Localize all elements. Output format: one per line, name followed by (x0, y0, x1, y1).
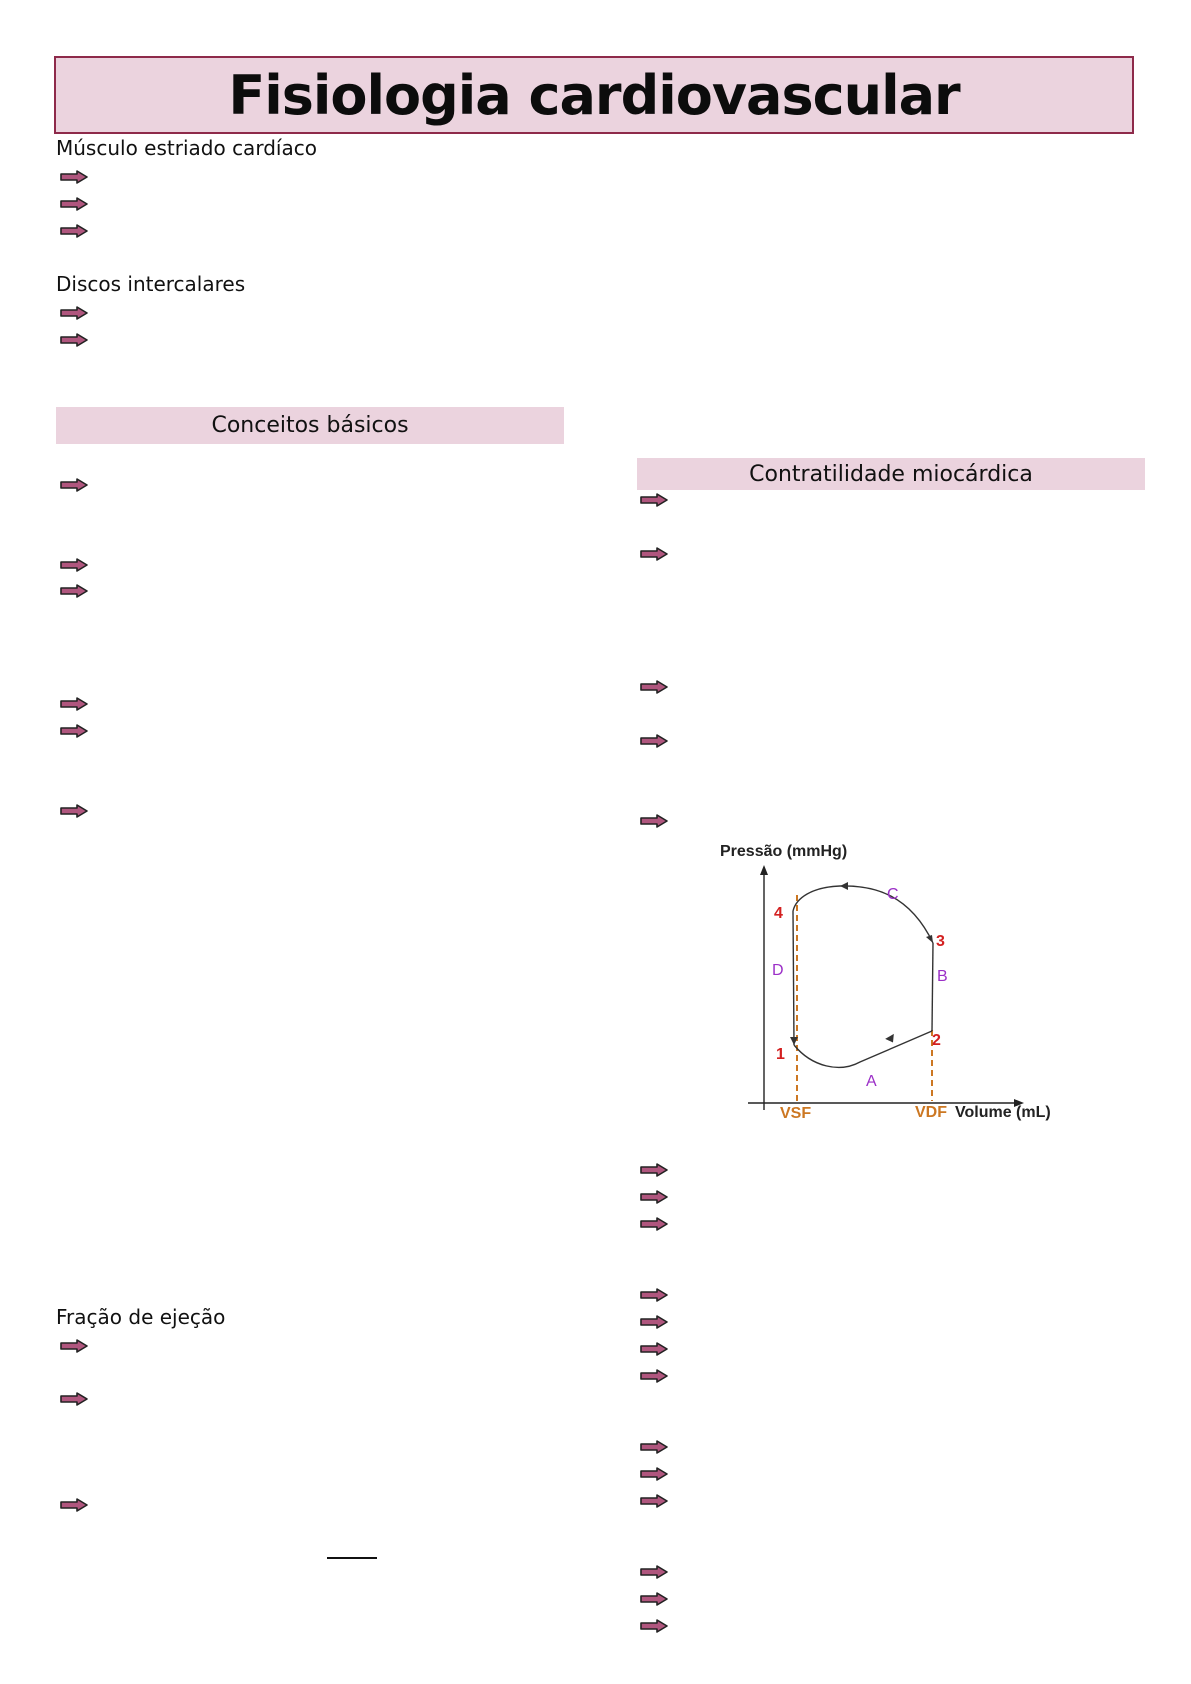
right-arrow-icon (640, 1565, 668, 1579)
right-arrow-icon (640, 1315, 668, 1329)
right-arrow-icon (60, 558, 88, 572)
segment-a-arrowhead (885, 1034, 897, 1045)
right-arrow-icon (60, 170, 88, 184)
right-arrow-icon (60, 224, 88, 238)
pressure-volume-chart (700, 835, 1080, 1135)
heading-discos: Discos intercalares (56, 272, 246, 296)
right-arrow-icon (640, 1190, 668, 1204)
right-arrow-icon (60, 584, 88, 598)
right-arrow-icon (640, 1467, 668, 1481)
right-arrow-icon (640, 1494, 668, 1508)
heading-musculo: Músculo estriado cardíaco (56, 136, 317, 160)
point-2-label: 2 (932, 1032, 941, 1049)
heading-contratilidade: Contratilidade miocárdica (749, 461, 1033, 487)
tick-vdf-label: VDF (915, 1104, 947, 1121)
right-arrow-icon (60, 1339, 88, 1353)
right-arrow-icon (640, 1217, 668, 1231)
y-axis-arrowhead (760, 865, 768, 875)
right-arrow-icon (640, 547, 668, 561)
right-arrow-icon (60, 724, 88, 738)
segment-d-label: D (772, 962, 784, 979)
right-arrow-icon (640, 493, 668, 507)
heading-fracao: Fração de ejeção (56, 1305, 226, 1329)
y-axis-label: Pressão (mmHg) (720, 843, 848, 860)
point-1-label: 1 (776, 1046, 785, 1063)
title-box (54, 56, 1134, 134)
right-arrow-icon (640, 814, 668, 828)
x-axis-label: Volume (mL) (955, 1104, 1051, 1121)
right-arrow-icon (60, 1392, 88, 1406)
band-contratilidade (637, 458, 1145, 490)
fraction-bar (327, 1557, 377, 1559)
segment-a-curve (794, 1031, 932, 1067)
right-arrow-icon (640, 1163, 668, 1177)
band-conceitos (56, 407, 564, 444)
segment-c-arrowhead (840, 882, 848, 890)
right-arrow-icon (640, 1619, 668, 1633)
segment-b-line (932, 943, 933, 1031)
right-arrow-icon (640, 680, 668, 694)
heading-conceitos: Conceitos básicos (211, 413, 409, 438)
segment-c-label: C (887, 886, 899, 903)
tick-vsf-label: VSF (780, 1105, 812, 1122)
right-arrow-icon (60, 804, 88, 818)
point-4-label: 4 (774, 905, 783, 922)
point-3-arrowhead (926, 935, 933, 943)
right-arrow-icon (60, 697, 88, 711)
right-arrow-icon (640, 1288, 668, 1302)
point-3-label: 3 (936, 933, 945, 950)
segment-b-label: B (937, 968, 948, 985)
right-arrow-icon (60, 306, 88, 320)
right-arrow-icon (60, 333, 88, 347)
right-arrow-icon (640, 1440, 668, 1454)
right-arrow-icon (60, 197, 88, 211)
right-arrow-icon (640, 1369, 668, 1383)
page-title: Fisiologia cardiovascular (228, 63, 960, 127)
segment-c-curve (793, 886, 933, 943)
right-arrow-icon (60, 478, 88, 492)
right-arrow-icon (640, 1592, 668, 1606)
segment-a-label: A (866, 1073, 877, 1090)
segment-d-line (793, 911, 794, 1045)
right-arrow-icon (640, 734, 668, 748)
right-arrow-icon (640, 1342, 668, 1356)
right-arrow-icon (60, 1498, 88, 1512)
